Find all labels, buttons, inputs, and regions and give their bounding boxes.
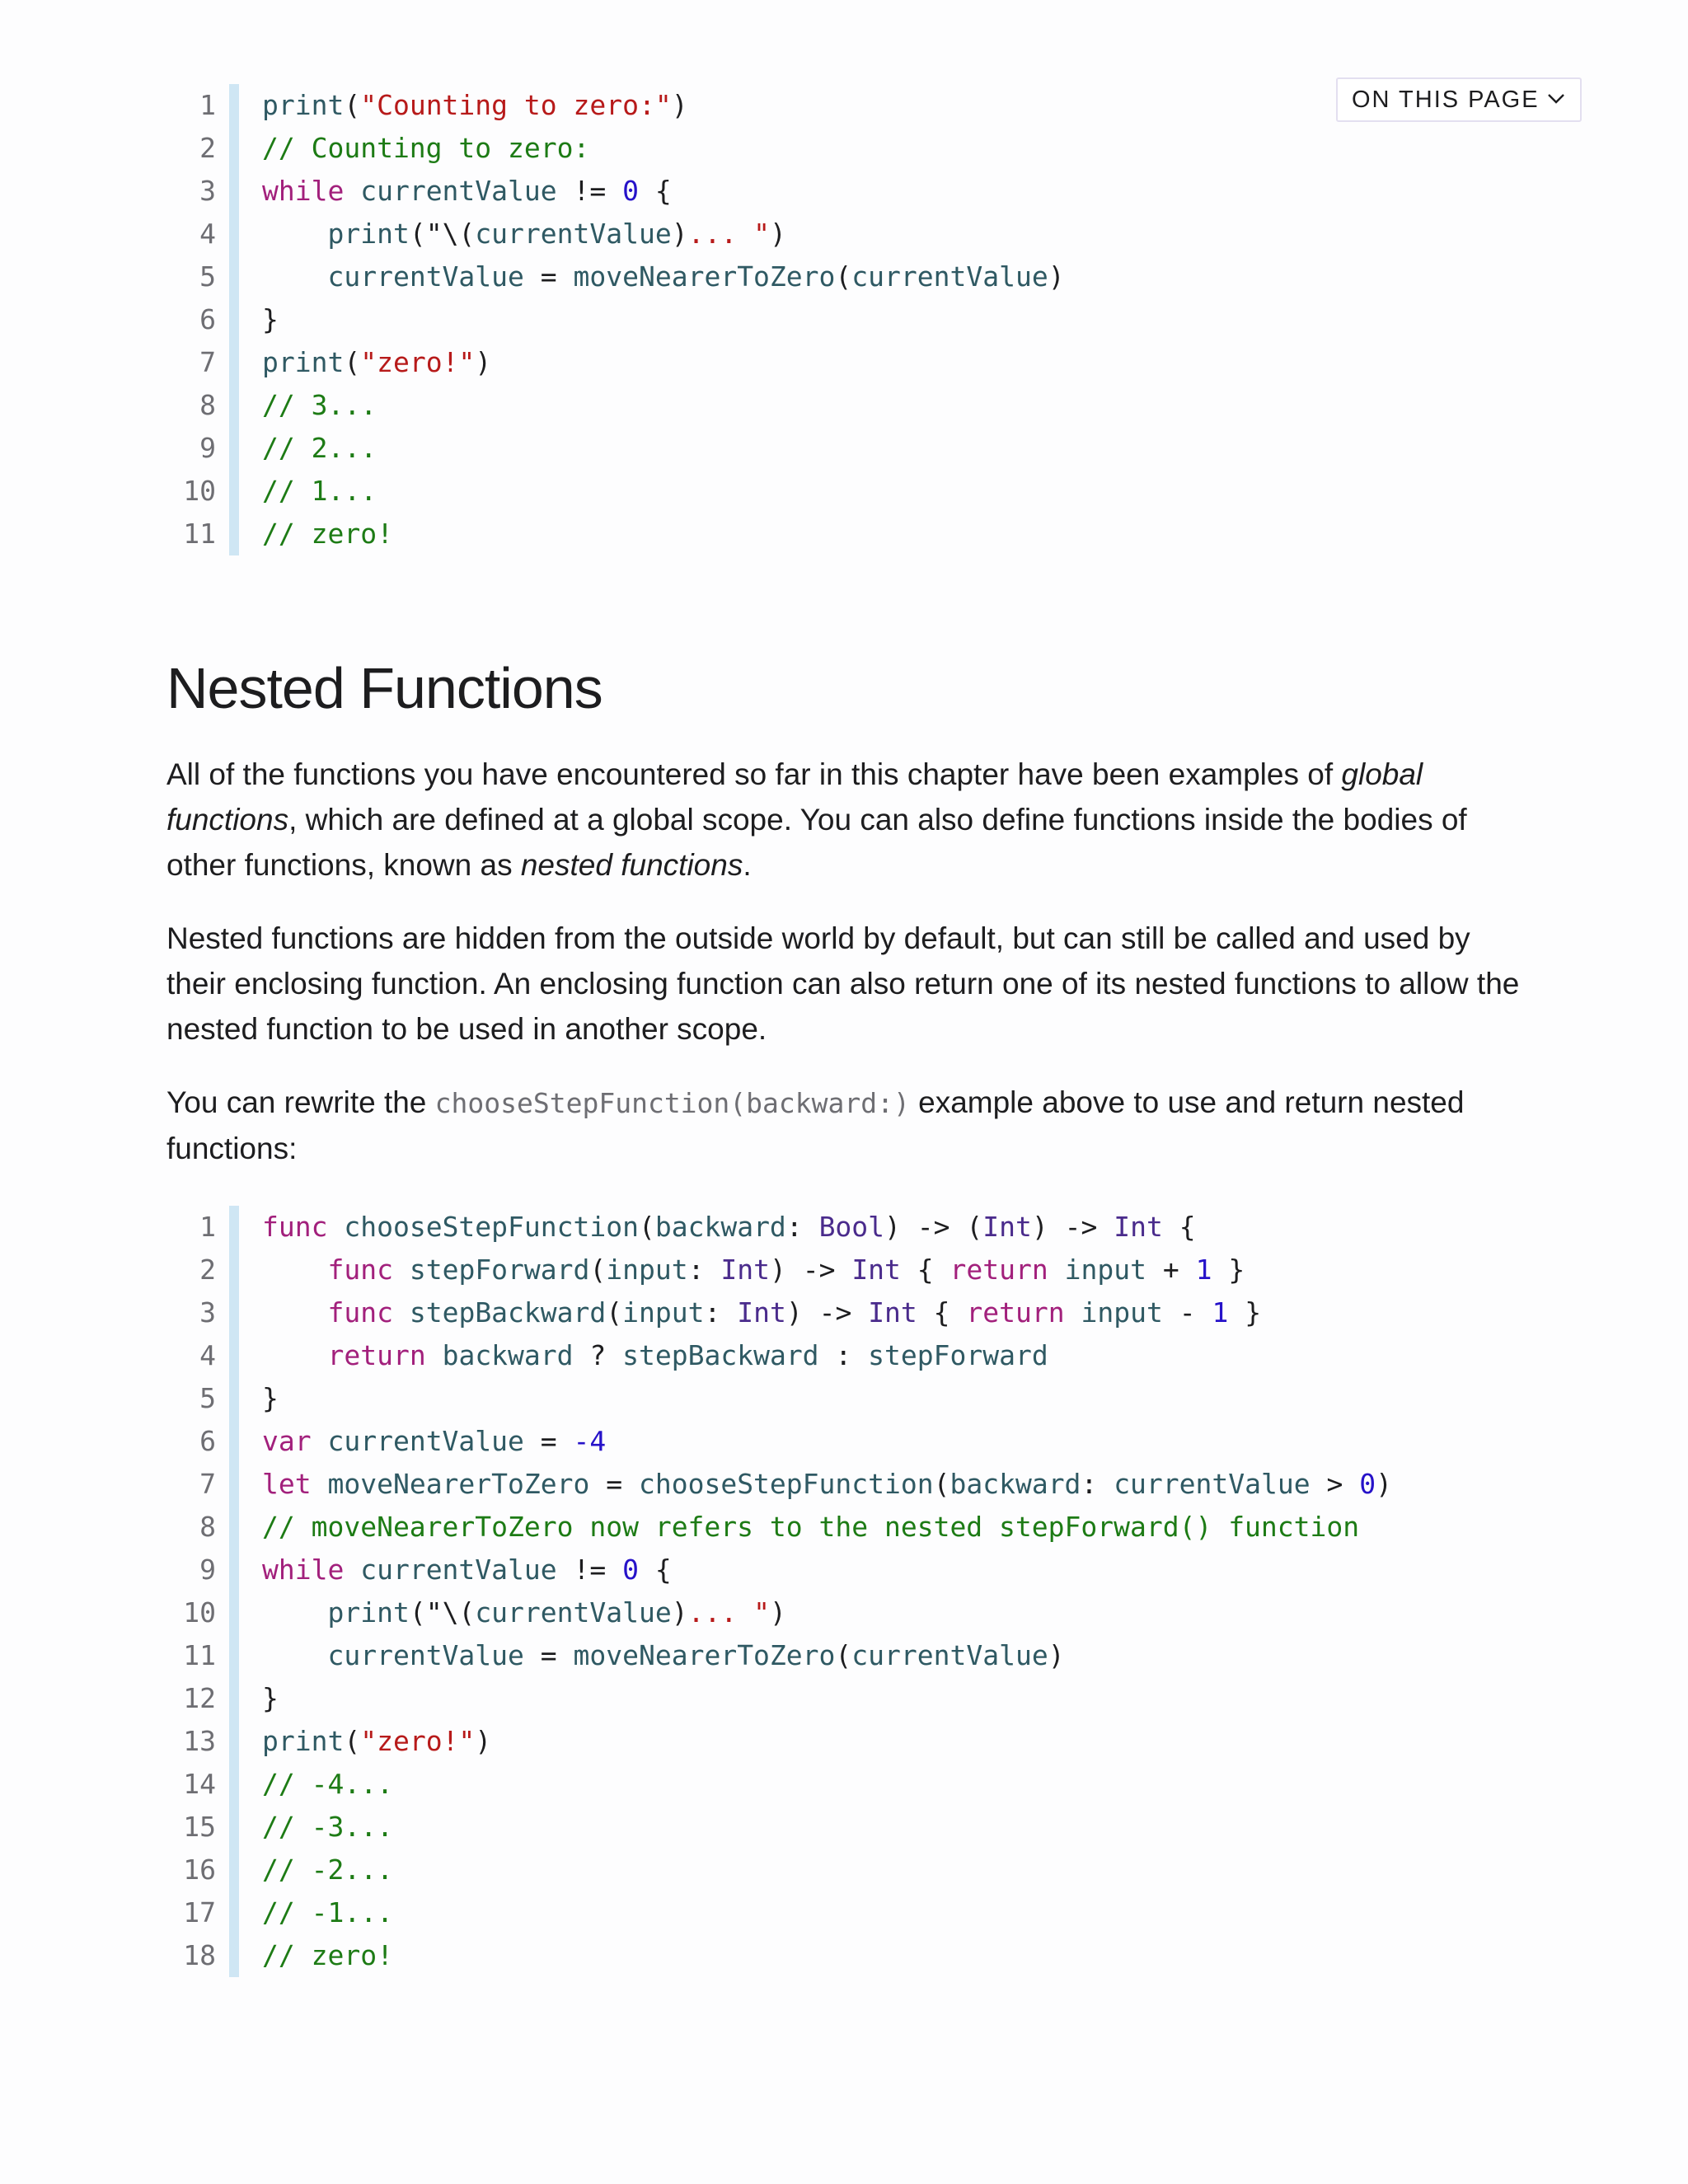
code-token: // zero! (262, 1939, 393, 1971)
chevron-down-icon (1547, 93, 1565, 105)
code-token: func (327, 1296, 393, 1329)
code-token: ( (344, 1725, 361, 1757)
code-text (262, 213, 786, 255)
line-number: 15 (183, 1811, 216, 1843)
line-number: 11 (183, 518, 216, 550)
code-token: return (950, 1254, 1048, 1286)
code-token: // moveNearerToZero now refers to the nested stepForward() function (262, 1511, 1360, 1543)
line-number: 14 (183, 1768, 216, 1800)
code-token (393, 1296, 410, 1329)
paragraph-text: All of the functions you have encountered so far in this chapter have been examples of (166, 757, 1342, 791)
code-gutter-bar (229, 84, 239, 555)
code-token: ? (573, 1339, 623, 1371)
code-token: currentValue (851, 1639, 1048, 1671)
code-token: currentValue (475, 218, 672, 250)
code-token: ) (475, 346, 492, 378)
line-number: 3 (199, 175, 216, 207)
code-token: currentValue (475, 1596, 672, 1629)
code-token (393, 1254, 410, 1286)
code-token: Int (851, 1254, 901, 1286)
code-token: } (1228, 1296, 1262, 1329)
code-token: ("\( (409, 1596, 476, 1629)
code-text (262, 1677, 279, 1720)
code-token: ( (835, 1639, 852, 1671)
code-token: 1 (1195, 1254, 1212, 1286)
code-token: ( (344, 89, 361, 121)
code-text (262, 1420, 606, 1463)
code-token: func (262, 1211, 328, 1243)
line-number: 13 (183, 1725, 216, 1757)
code-token: // -2... (262, 1854, 393, 1886)
code-token: } (262, 303, 279, 335)
code-text (262, 1634, 1065, 1677)
code-token: ) (475, 1725, 492, 1757)
code-token: currentValue (327, 260, 524, 293)
code-text (262, 1249, 1245, 1291)
code-token: != (556, 175, 623, 207)
code-text (262, 1506, 1359, 1549)
code-token: input (606, 1254, 688, 1286)
code-token: currentValue (1114, 1468, 1311, 1500)
code-token: print (262, 346, 345, 378)
on-this-page-label: ON THIS PAGE (1352, 86, 1540, 113)
code-token: ) (1376, 1468, 1392, 1500)
code-token: Int (737, 1296, 786, 1329)
code-token: : (687, 1254, 721, 1286)
code-token (344, 1554, 360, 1586)
line-number: 1 (199, 89, 216, 121)
line-number: 3 (199, 1296, 216, 1329)
code-token: ) (769, 1596, 786, 1629)
code-token: Int (720, 1254, 770, 1286)
code-token (262, 260, 327, 293)
code-token: print (327, 218, 410, 250)
code-text (262, 1334, 1048, 1377)
section-title: Nested Functions (166, 656, 603, 720)
code-text (262, 1720, 491, 1763)
code-token: { (639, 1554, 672, 1586)
code-text (262, 84, 688, 127)
code-token (1065, 1296, 1081, 1329)
code-token: ... " (687, 218, 770, 250)
code-token: chooseStepFunction (344, 1211, 639, 1243)
line-number: 18 (183, 1939, 216, 1971)
code-text (262, 427, 377, 470)
line-number: 8 (199, 1511, 216, 1543)
line-number: 5 (199, 1382, 216, 1414)
line-number: 10 (183, 475, 216, 507)
code-token (262, 1596, 327, 1629)
code-token: } (262, 1682, 279, 1714)
line-number: 11 (183, 1639, 216, 1671)
code-token: // -3... (262, 1811, 393, 1843)
code-token: "zero!" (360, 346, 476, 378)
code-token: ( (344, 346, 361, 378)
code-token: ) (769, 218, 786, 250)
code-token: chooseStepFunction (638, 1468, 934, 1500)
code-token: { (917, 1296, 967, 1329)
line-number: 2 (199, 1254, 216, 1286)
code-text (262, 1463, 1392, 1506)
code-token (262, 1639, 327, 1671)
line-number: 7 (199, 346, 216, 378)
code-token: 0 (622, 1554, 639, 1586)
code-token: ( (606, 1296, 623, 1329)
line-number: 12 (183, 1682, 216, 1714)
code-text (262, 298, 279, 341)
code-token: Bool (818, 1211, 885, 1243)
code-token: moveNearerToZero (327, 1468, 590, 1500)
code-token: != (556, 1554, 623, 1586)
code-token: currentValue (327, 1425, 524, 1457)
paragraph-hidden: Nested functions are hidden from the outside world by default, but can still be called and used by their enclosing function. An enclosing function can also return one of its nested functions to allow the nested function to be used in another scope. (166, 921, 1520, 1046)
term-nested-functions: nested functions (520, 848, 743, 882)
code-token: ("\( (409, 218, 476, 250)
code-token: let (262, 1468, 312, 1500)
code-token: moveNearerToZero (573, 1639, 836, 1671)
code-token: Int (868, 1296, 917, 1329)
term-global-functions: global functions (166, 757, 1423, 837)
code-token: ) (1048, 1639, 1065, 1671)
line-number: 17 (183, 1896, 216, 1929)
code-token: -4 (573, 1425, 607, 1457)
code-token: // 1... (262, 475, 377, 507)
code-token: print (327, 1596, 410, 1629)
code-token: } (1212, 1254, 1245, 1286)
code-token: ( (638, 1211, 655, 1243)
code-token: = (589, 1468, 639, 1500)
code-text (262, 1377, 279, 1420)
line-number: 7 (199, 1468, 216, 1500)
code-token: func (327, 1254, 393, 1286)
code-token (262, 1296, 327, 1329)
paragraph-text: example above to use and return nested functions: (166, 1085, 1465, 1165)
code-token (312, 1468, 328, 1500)
code-token (262, 218, 327, 250)
code-token: ) -> (785, 1296, 869, 1329)
line-number: 16 (183, 1854, 216, 1886)
code-token: = (523, 1639, 574, 1671)
code-token: ( (589, 1254, 607, 1286)
code-token: // zero! (262, 518, 393, 550)
code-token: print (262, 1725, 345, 1757)
code-token: 0 (1359, 1468, 1376, 1500)
code-text (262, 341, 491, 384)
code-token: stepBackward (622, 1339, 819, 1371)
code-token: return (966, 1296, 1065, 1329)
code-token: moveNearerToZero (573, 260, 836, 293)
code-token: Int (1114, 1211, 1163, 1243)
line-number: 4 (199, 1339, 216, 1371)
code-token: ) (671, 218, 688, 250)
code-text (262, 1206, 1196, 1249)
code-token: input (1081, 1296, 1163, 1329)
code-token (426, 1339, 443, 1371)
code-token: currentValue (327, 1639, 524, 1671)
code-text (262, 127, 589, 170)
code-token: ... " (687, 1596, 770, 1629)
code-text (262, 1806, 393, 1849)
code-token: // 2... (262, 432, 377, 464)
code-token: { (900, 1254, 950, 1286)
code-token: backward (950, 1468, 1081, 1500)
code-token: { (639, 175, 672, 207)
paragraph-text: , which are defined at a global scope. You can also define functions inside the bodies of other functions, known as (166, 803, 1467, 882)
code-token: { (1162, 1211, 1196, 1243)
code-token: currentValue (360, 175, 557, 207)
code-token: "zero!" (360, 1725, 476, 1757)
code-text (262, 1891, 393, 1934)
line-number: 4 (199, 218, 216, 250)
code-token: while (262, 175, 345, 207)
code-text (262, 1849, 393, 1891)
code-token: // Counting to zero: (262, 132, 590, 164)
code-text (262, 1763, 393, 1806)
line-number: 9 (199, 1554, 216, 1586)
inline-code-symbol: chooseStepFunction(backward:) (434, 1087, 910, 1119)
code-token: 0 (622, 175, 639, 207)
code-gutter-bar (229, 1206, 239, 1977)
line-number: 2 (199, 132, 216, 164)
code-token: backward (442, 1339, 574, 1371)
code-token: ) -> ( (884, 1211, 983, 1243)
code-token: Int (982, 1211, 1032, 1243)
code-token: while (262, 1554, 345, 1586)
code-token: ) (671, 89, 688, 121)
code-token (312, 1425, 328, 1457)
code-token: stepBackward (409, 1296, 607, 1329)
paragraph-text: . (743, 848, 752, 882)
code-token: + (1146, 1254, 1196, 1286)
code-token: // -1... (262, 1896, 393, 1929)
code-token: ) -> (769, 1254, 852, 1286)
code-token (262, 1339, 327, 1371)
code-text (262, 170, 672, 213)
code-token: return (327, 1339, 426, 1371)
code-token: : (818, 1339, 869, 1371)
code-text (262, 1934, 393, 1977)
code-token (262, 1254, 327, 1286)
code-token (327, 1211, 344, 1243)
code-text (262, 1291, 1261, 1334)
code-token: input (622, 1296, 705, 1329)
code-token: : (785, 1211, 819, 1243)
code-token: = (523, 260, 574, 293)
code-token: // -4... (262, 1768, 393, 1800)
code-token: ) (671, 1596, 688, 1629)
code-token: currentValue (360, 1554, 557, 1586)
line-number: 10 (183, 1596, 216, 1629)
code-token: ) -> (1031, 1211, 1114, 1243)
code-token: // 3... (262, 389, 377, 421)
line-number: 5 (199, 260, 216, 293)
code-text (262, 513, 393, 555)
code-token: - (1162, 1296, 1212, 1329)
code-token: stepForward (868, 1339, 1048, 1371)
code-token: > (1310, 1468, 1360, 1500)
code-token: : (704, 1296, 738, 1329)
code-text (262, 1591, 786, 1634)
code-token: ( (835, 260, 852, 293)
line-number: 1 (199, 1211, 216, 1243)
paragraph-rewrite (166, 1080, 1535, 1171)
code-token (344, 175, 360, 207)
code-token (1048, 1254, 1065, 1286)
code-token: var (262, 1425, 312, 1457)
code-token: } (262, 1382, 279, 1414)
code-text (262, 1549, 672, 1591)
code-token: backward (654, 1211, 786, 1243)
code-token: currentValue (851, 260, 1048, 293)
code-token: print (262, 89, 345, 121)
line-number: 8 (199, 389, 216, 421)
code-token: ( (933, 1468, 950, 1500)
code-token: stepForward (409, 1254, 590, 1286)
code-token: : (1081, 1468, 1114, 1500)
code-token: = (523, 1425, 574, 1457)
on-this-page-dropdown[interactable] (1336, 77, 1582, 122)
line-number: 9 (199, 432, 216, 464)
code-token: input (1064, 1254, 1146, 1286)
code-text (262, 255, 1065, 298)
code-text (262, 384, 377, 427)
line-number: 6 (199, 303, 216, 335)
paragraph-text: You can rewrite the (166, 1085, 435, 1119)
line-number: 6 (199, 1425, 216, 1457)
code-token: "Counting to zero:" (360, 89, 672, 121)
code-text (262, 470, 377, 513)
code-token: ) (1048, 260, 1065, 293)
code-token: 1 (1212, 1296, 1229, 1329)
paragraph-intro (166, 752, 1535, 888)
